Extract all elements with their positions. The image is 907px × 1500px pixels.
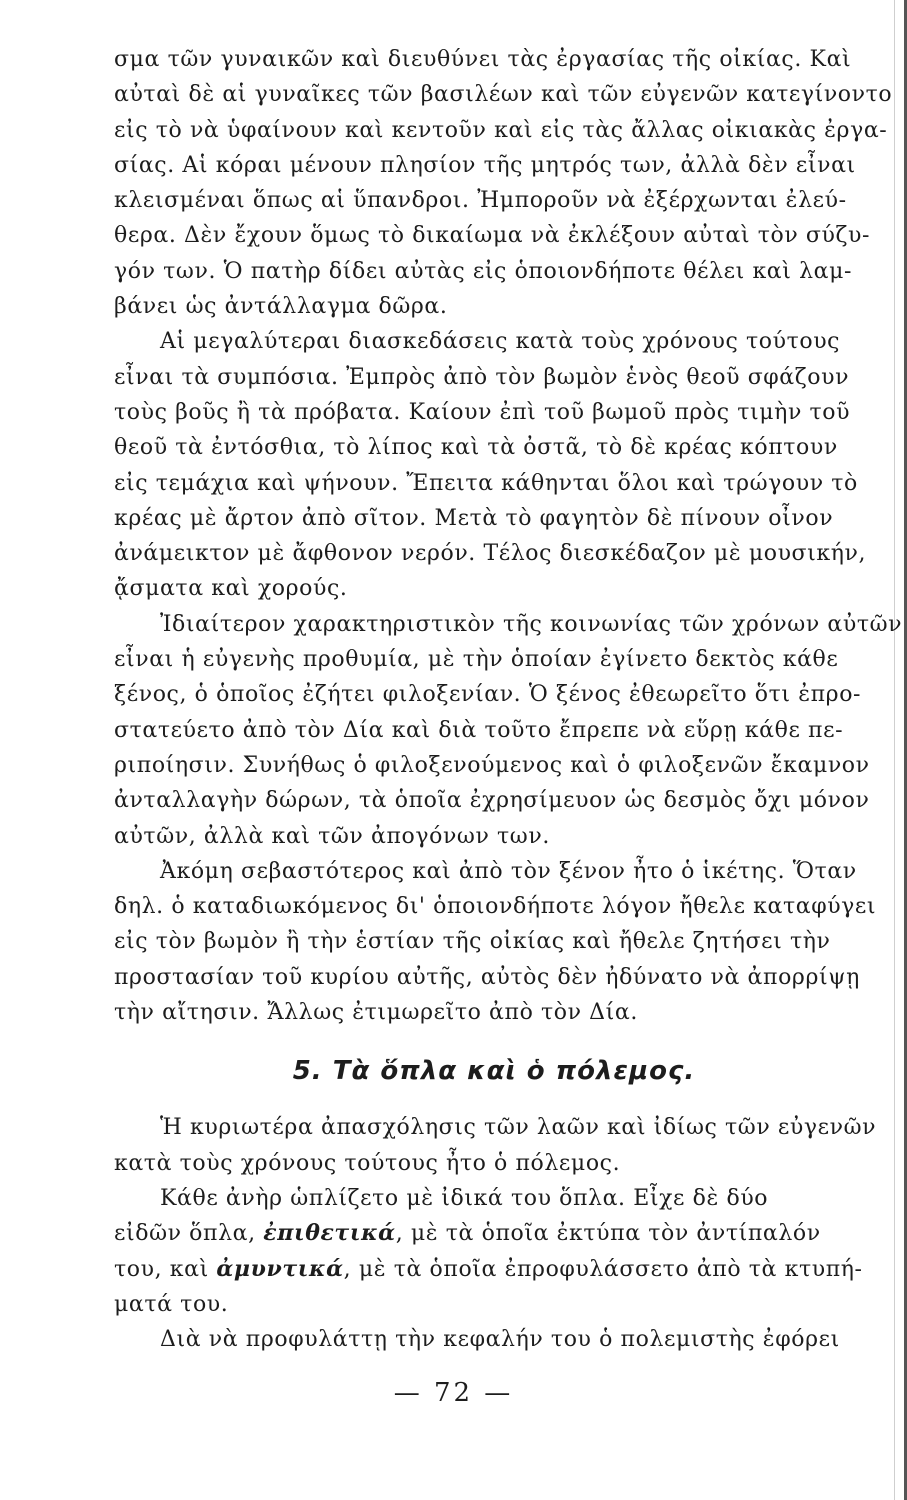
text-line: αὐταὶ δὲ αἱ γυναῖκες τῶν βασιλέων καὶ τῶν εὐγενῶν κατεγίνοντο: [114, 82, 893, 108]
text-line: τοὺς βοῦς ἢ τὰ πρόβατα. Καίουν ἐπὶ τοῦ βωμοῦ πρὸς τιμὴν τοῦ: [114, 399, 851, 425]
paragraph-hospitality: [114, 607, 903, 854]
text-line: βάνει ὡς ἀντάλλαγμα δῶρα.: [114, 294, 448, 320]
paragraph-war-intro: [114, 1110, 877, 1181]
text-line: [114, 1216, 874, 1251]
text-line: Ἀκόμη σεβαστότερος καὶ ἀπὸ τὸν ξένον ἦτο ὁ ἱκέτης. Ὅταν: [160, 858, 857, 884]
paragraph-suppliant: [114, 854, 877, 1030]
text-line: Ἰδιαίτερον χαρακτηριστικὸν τῆς κοινωνίας τῶν χρόνων αὐτῶν: [160, 611, 903, 637]
text-line: εἶναι ἡ εὐγενὴς προθυμία, μὲ τὴν ὁποίαν ἐγίνετο δεκτὸς κάθε: [114, 647, 839, 673]
section-heading: 5. Τὰ ὅπλα καὶ ὁ πόλεμος.: [292, 1056, 696, 1087]
text-line: θερα. Δὲν ἔχουν ὅμως τὸ δικαίωμα νὰ ἐκλέξουν αὐταὶ τὸν σύζυ-: [114, 223, 871, 249]
text-line: προστασίαν τοῦ κυρίου αὐτῆς, αὐτὸς δὲν ἠδύνατο νὰ ἀπορρίψῃ: [114, 964, 860, 990]
text-line: κατὰ τοὺς χρόνους τούτους ἦτο ὁ πόλεμος.: [114, 1150, 621, 1176]
text-line: Ἡ κυριωτέρα ἀπασχόλησις τῶν λαῶν καὶ ἰδίως τῶν εὐγενῶν: [160, 1115, 877, 1141]
text-line: σμα τῶν γυναικῶν καὶ διευθύνει τὰς ἐργασίας τῆς οἰκίας. Καὶ: [114, 47, 852, 72]
text-line: δηλ. ὁ καταδιωκόμενος δι' ὁποιονδήποτε λόγον ἤθελε καταφύγει: [114, 894, 877, 920]
paragraph-weapons: [114, 1181, 874, 1322]
text-line: Αἱ μεγαλύτεραι διασκεδάσεις κατὰ τοὺς χρόνους τούτους: [160, 329, 841, 355]
text-line: στατεύετο ἀπὸ τὸν Δία καὶ διὰ τοῦτο ἔπρεπε νὰ εὕρῃ κάθε πε-: [114, 717, 844, 743]
text-line: [114, 1252, 874, 1287]
paragraph-helmet: [114, 1322, 874, 1357]
text-line: κλεισμέναι ὅπως αἱ ὕπανδροι. Ἠμποροῦν νὰ ἐξέρχωνται ἐλεύ-: [114, 188, 847, 214]
text-line: ᾄσματα καὶ χορούς.: [114, 576, 348, 602]
text-line: ξένος, ὁ ὁποῖος ἐζήτει φιλοξενίαν. Ὁ ξένος ἐθεωρεῖτο ὅτι ἐπρο-: [114, 682, 862, 708]
text-line: Διὰ νὰ προφυλάττῃ τὴν κεφαλήν του ὁ πολεμιστὴς ἐφόρει: [160, 1327, 840, 1353]
text-line: θεοῦ τὰ ἐντόσθια, τὸ λίπος καὶ τὰ ὀστᾶ, τὸ δὲ κρέας κόπτουν: [114, 435, 838, 461]
page-number: — 72 —: [393, 1378, 514, 1408]
text-line: γόν των. Ὁ πατὴρ δίδει αὐτὰς εἰς ὁποιονδήποτε θέλει καὶ λαμ-: [114, 258, 853, 284]
text-line: εἰς τὸ νὰ ὑφαίνουν καὶ κεντοῦν καὶ εἰς τὰς ἄλλας οἰκιακὰς ἐργα-: [114, 117, 888, 143]
page-body: [114, 42, 903, 1357]
text-line: ματά του.: [114, 1291, 229, 1317]
text-line: ριποίησιν. Συνήθως ὁ φιλοξενούμενος καὶ ὁ φιλοξενῶν ἔκαμνον: [114, 752, 870, 778]
paragraph-feasts: [114, 324, 874, 606]
term-defensive: ἀμυντικά: [216, 1255, 344, 1282]
text-span: του, καὶ: [114, 1256, 217, 1282]
text-line: κρέας μὲ ἄρτον ἀπὸ σῖτον. Μετὰ τὸ φαγητὸν δὲ πίνουν οἶνον: [114, 505, 834, 531]
page-edge-line: [894, 0, 895, 1500]
text-line: Κάθε ἀνὴρ ὡπλίζετο μὲ ἰδικά του ὅπλα. Εἶχε δὲ δύο: [160, 1185, 769, 1211]
text-span: εἰδῶν ὅπλα,: [114, 1221, 264, 1247]
text-line: σίας. Αἱ κόραι μένουν πλησίον τῆς μητρός των, ἀλλὰ δὲν εἶναι: [114, 152, 856, 178]
paragraph-women: [114, 42, 893, 324]
text-line: ἀνταλλαγὴν δώρων, τὰ ὁποῖα ἐχρησίμευον ὡς δεσμὸς ὄχι μόνον: [114, 788, 870, 814]
text-line: εἰς τὸν βωμὸν ἢ τὴν ἑστίαν τῆς οἰκίας καὶ ἤθελε ζητήσει τὴν: [114, 929, 831, 955]
text-line: τὴν αἴτησιν. Ἄλλως ἐτιμωρεῖτο ἀπὸ τὸν Δία.: [114, 1000, 638, 1026]
text-line: αὐτῶν, ἀλλὰ καὶ τῶν ἀπογόνων των.: [114, 823, 550, 849]
text-span: , μὲ τὰ ὁποῖα ἐκτύπα τὸν ἀντίπαλόν: [395, 1221, 821, 1247]
text-line: ἀνάμεικτον μὲ ἄφθονον νερόν. Τέλος διεσκέδαζον μὲ μουσικήν,: [114, 541, 867, 567]
text-span: , μὲ τὰ ὁποῖα ἐπροφυλάσσετο ἀπὸ τὰ κτυπή-: [343, 1256, 863, 1282]
text-line: εἰς τεμάχια καὶ ψήνουν. Ἔπειτα κάθηνται ὅλοι καὶ τρώγουν τὸ: [114, 470, 858, 496]
term-offensive: ἐπιθετικά: [263, 1220, 396, 1247]
text-line: εἶναι τὰ συμπόσια. Ἐμπρὸς ἀπὸ τὸν βωμὸν ἑνὸς θεοῦ σφάζουν: [114, 364, 850, 390]
